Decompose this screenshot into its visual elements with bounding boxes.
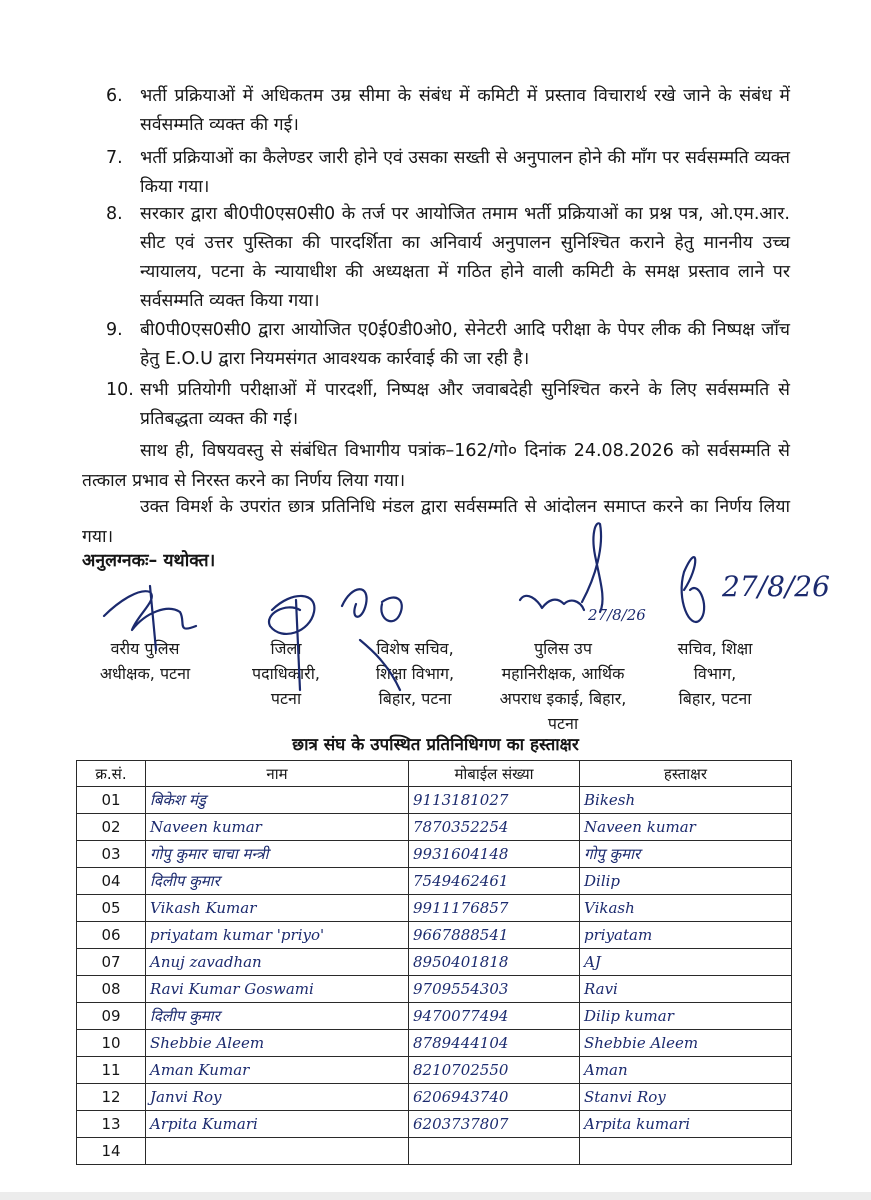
signatory-special-secretary: [352, 636, 478, 711]
item-number: 7.: [106, 148, 123, 168]
signature-cell: Dilip kumar: [580, 1003, 792, 1030]
signatory-line: पदाधिकारी,: [252, 664, 320, 683]
signature-cell: Vikash: [580, 895, 792, 922]
signature-cell: AJ: [580, 949, 792, 976]
closing-paragraph: साथ ही, विषयवस्तु से संबंधित विभागीय पत्रांक–162/गो० दिनांक 24.08.2026 को सर्वसम्मति से तत्काल प्रभाव से निरस्त करने का निर्णय लिया गया।: [82, 441, 790, 491]
item-text: भर्ती प्रक्रियाओं में अधिकतम उम्र सीमा के संबंध में कमिटी में प्रस्ताव विचारार्थ रखे जाने के संबंध में सर्वसम्मति व्यक्त की गई।: [140, 86, 790, 135]
signature-cell: Arpita kumari: [580, 1111, 792, 1138]
signatory-line: महानिरीक्षक, आर्थिक: [501, 664, 625, 683]
signatory-line: बिहार, पटना: [378, 689, 452, 708]
signature-cell: Shebbie Aleem: [580, 1030, 792, 1057]
item-number: 9.: [106, 320, 123, 340]
signature-cell: Stanvi Roy: [580, 1084, 792, 1111]
table-row: [77, 814, 792, 841]
table-row: [77, 895, 792, 922]
mobile-cell: 9113181027: [409, 787, 580, 814]
signatory-line: बिहार, पटना: [678, 689, 752, 708]
annexure-note: अनुलग्नकः– यथोक्त।: [82, 551, 216, 571]
name-cell: गोपु कुमार चाचा मन्त्री: [146, 841, 409, 868]
table-row: [77, 976, 792, 1003]
table-row: [77, 868, 792, 895]
mobile-cell: 8950401818: [409, 949, 580, 976]
item-number: 10.: [106, 380, 134, 400]
table-row: [77, 949, 792, 976]
name-cell: Arpita Kumari: [146, 1111, 409, 1138]
mobile-cell: 6203737807: [409, 1111, 580, 1138]
signatory-line: वरीय पुलिस: [110, 639, 180, 658]
resolution-item: [106, 82, 790, 140]
signature-cell: Aman: [580, 1057, 792, 1084]
signature-education-secretary: [682, 557, 705, 622]
attendance-table: [76, 760, 792, 1165]
mobile-cell: 9931604148: [409, 841, 580, 868]
signature-date: 27/8/26: [722, 570, 830, 603]
mobile-cell: 8210702550: [409, 1057, 580, 1084]
table-row: [77, 841, 792, 868]
signature-cell: priyatam: [580, 922, 792, 949]
serial-cell: 11: [77, 1057, 146, 1084]
name-cell: Shebbie Aleem: [146, 1030, 409, 1057]
serial-cell: 06: [77, 922, 146, 949]
signature-cell: [580, 1138, 792, 1165]
mobile-cell: [409, 1138, 580, 1165]
table-row: [77, 1057, 792, 1084]
name-cell: priyatam kumar 'priyo': [146, 922, 409, 949]
name-cell: दिलीप कुमार: [146, 1003, 409, 1030]
header-signature: हस्ताक्षर: [580, 761, 792, 787]
serial-cell: 04: [77, 868, 146, 895]
table-row: [77, 787, 792, 814]
signature-cell: Naveen kumar: [580, 814, 792, 841]
signatory-line: पटना: [270, 689, 302, 708]
resolution-item: [106, 316, 790, 374]
name-cell: Ravi Kumar Goswami: [146, 976, 409, 1003]
signatory-line: शिक्षा विभाग,: [375, 664, 455, 683]
mobile-cell: 9709554303: [409, 976, 580, 1003]
item-text: बी0पी0एस0सी0 द्वारा आयोजित ए0ई0डी0ओ0, सेनेटरी आदि परीक्षा के पेपर लीक की निष्पक्ष जाँच हेतु E.O.U द्वारा नियमसंगत आवश्यक कार्रवाई की जा रही है।: [140, 320, 790, 369]
mobile-cell: 9667888541: [409, 922, 580, 949]
signatory-dig-eou: [474, 636, 652, 736]
mobile-cell: 7549462461: [409, 868, 580, 895]
table-row: [77, 1084, 792, 1111]
serial-cell: 10: [77, 1030, 146, 1057]
signature-date: 27/8/26: [588, 606, 646, 624]
item-number: 8.: [106, 204, 123, 224]
serial-cell: 08: [77, 976, 146, 1003]
scan-edge: [0, 1192, 871, 1200]
header-mobile: मोबाईल संख्या: [409, 761, 580, 787]
mobile-cell: 6206943740: [409, 1084, 580, 1111]
serial-cell: 01: [77, 787, 146, 814]
signature-cell: गोपु कुमार: [580, 841, 792, 868]
table-row: [77, 1111, 792, 1138]
header-name: नाम: [146, 761, 409, 787]
signatory-line: विशेष सचिव,: [376, 639, 454, 658]
name-cell: Naveen kumar: [146, 814, 409, 841]
serial-cell: 12: [77, 1084, 146, 1111]
item-number: 6.: [106, 86, 123, 106]
signatory-senior-sp: [70, 636, 220, 686]
closing-paragraph: उक्त विमर्श के उपरांत छात्र प्रतिनिधि मंडल द्वारा सर्वसम्मति से आंदोलन समाप्त करने का निर्णय लिया गया।: [82, 497, 790, 547]
table-row: [77, 1030, 792, 1057]
item-text: सभी प्रतियोगी परीक्षाओं में पारदर्शी, निष्पक्ष और जवाबदेही सुनिश्चित करने के लिए सर्वसम्मति से प्रतिबद्धता व्यक्त की गई।: [140, 380, 790, 429]
name-cell: Aman Kumar: [146, 1057, 409, 1084]
mobile-cell: 8789444104: [409, 1030, 580, 1057]
table-row: [77, 922, 792, 949]
name-cell: दिलीप कुमार: [146, 868, 409, 895]
signatory-district-magistrate: [226, 636, 346, 711]
table-row: [77, 1003, 792, 1030]
signatory-line: पटना: [547, 714, 579, 733]
serial-cell: 05: [77, 895, 146, 922]
resolution-item: [106, 144, 790, 202]
serial-cell: 13: [77, 1111, 146, 1138]
resolution-item: [106, 200, 790, 316]
mobile-cell: 7870352254: [409, 814, 580, 841]
name-cell: [146, 1138, 409, 1165]
signature-cell: Dilip: [580, 868, 792, 895]
name-cell: Janvi Roy: [146, 1084, 409, 1111]
table-row: [77, 1138, 792, 1165]
signature-cell: Bikesh: [580, 787, 792, 814]
mobile-cell: 9911176857: [409, 895, 580, 922]
resolution-item: [106, 376, 790, 434]
serial-cell: 09: [77, 1003, 146, 1030]
serial-cell: 02: [77, 814, 146, 841]
signatory-line: अपराध इकाई, बिहार,: [499, 689, 627, 708]
mobile-cell: 9470077494: [409, 1003, 580, 1030]
serial-cell: 07: [77, 949, 146, 976]
table-title: छात्र संघ के उपस्थित प्रतिनिधिगण का हस्ताक्षर: [292, 735, 579, 755]
signatory-line: अधीक्षक, पटना: [99, 664, 191, 683]
item-text: सरकार द्वारा बी0पी0एस0सी0 के तर्ज पर आयोजित तमाम भर्ती प्रक्रियाओं का प्रश्न पत्र, ओ.एम.आर. सीट एवं उत्तर पुस्तिका की पारदर्शिता का अनिवार्य अनुपालन सुनिश्चित कराने हेतु माननीय उच्च न्यायालय, पटना के न्यायाधीश की अध्यक्षता में गठित होने वाली कमिटी के समक्ष प्रस्ताव लाने पर सर्वसम्मति व्यक्त किया गया।: [140, 204, 790, 311]
signatory-line: जिला: [270, 639, 302, 658]
name-cell: Vikash Kumar: [146, 895, 409, 922]
name-cell: Anuj zavadhan: [146, 949, 409, 976]
signatory-line: पुलिस उप: [534, 639, 592, 658]
signatory-line: विभाग,: [693, 664, 737, 683]
signatory-education-secretary: [650, 636, 780, 711]
item-text: भर्ती प्रक्रियाओं का कैलेण्डर जारी होने एवं उसका सख्ती से अनुपालन होने की माँग पर सर्वसम्मति व्यक्त किया गया।: [140, 148, 790, 197]
serial-cell: 14: [77, 1138, 146, 1165]
signatory-line: सचिव, शिक्षा: [677, 639, 753, 658]
signature-cell: Ravi: [580, 976, 792, 1003]
table-header-row: [77, 761, 792, 787]
header-serial: क्र.सं.: [77, 761, 146, 787]
name-cell: बिकेश मंडु: [146, 787, 409, 814]
serial-cell: 03: [77, 841, 146, 868]
